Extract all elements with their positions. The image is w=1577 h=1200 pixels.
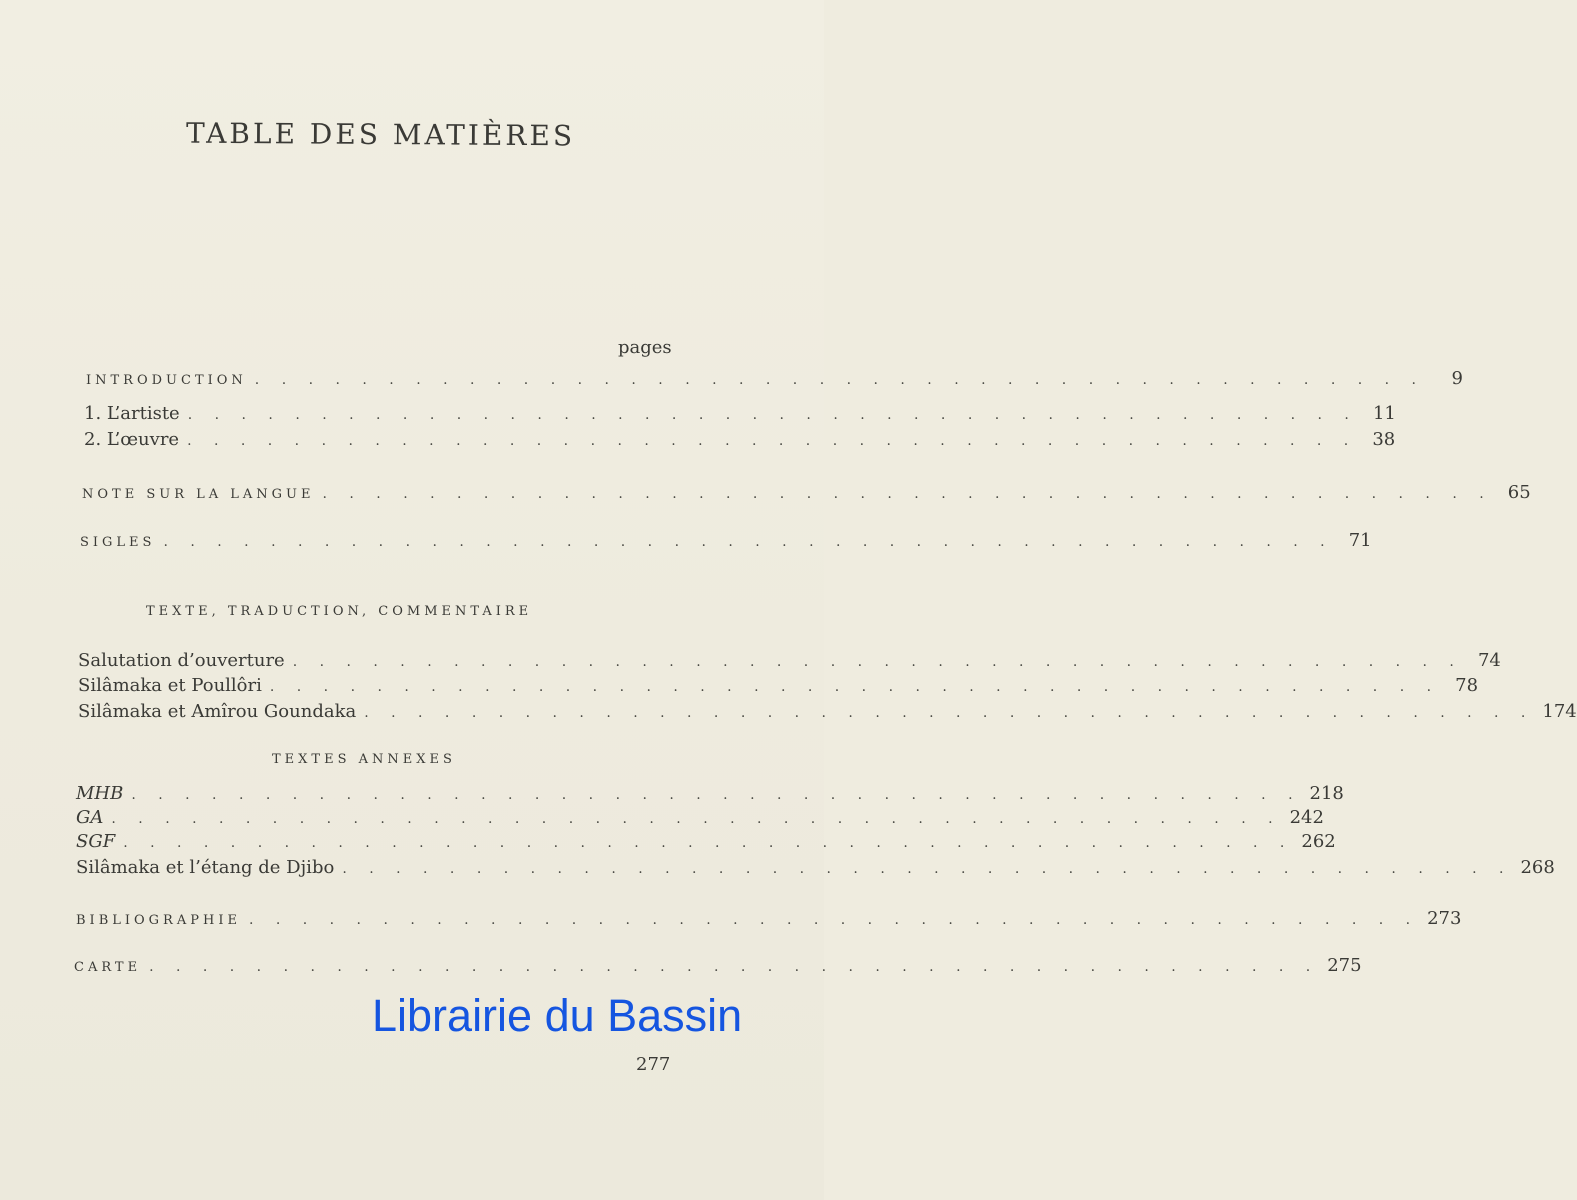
dot-leader: . . . . . . . . . . . . . . . . . . . . . . . . . . . . . . . . . . . . . . . . . . . .	[248, 912, 1420, 928]
toc-entry-page: 78	[1455, 675, 1479, 696]
toc-entry-label: Silâmaka et l’étang de Djibo	[76, 857, 335, 878]
pages-column-label: pages	[618, 337, 672, 358]
toc-entry-introduction	[86, 368, 1463, 389]
toc-entry-carte	[74, 955, 1362, 976]
toc-entry-label: SGF	[76, 831, 116, 852]
dot-leader: . . . . . . . . . . . . . . . . . . . . . . . . . . . . . . . . . . . . . . . . . . . .	[292, 654, 1463, 670]
toc-entry-page: 9	[1451, 368, 1463, 389]
section-heading-annexes: TEXTES ANNEXES	[272, 752, 456, 767]
toc-entry-page: 268	[1520, 857, 1555, 878]
toc-entry-page: 273	[1427, 908, 1462, 929]
dot-leader: . . . . . . . . . . . . . . . . . . . . . . . . . . . . . . . . . . . . . . . . . . . .	[254, 372, 1425, 388]
dot-leader: . . . . . . . . . . . . . . . . . . . . . . . . . . . . . . . . . . . . . . . . . . . .	[322, 486, 1493, 502]
section-heading-texte: TEXTE, TRADUCTION, COMMENTAIRE	[146, 604, 533, 619]
dot-leader: . . . . . . . . . . . . . . . . . . . . . . . . . . . . . . . . . . . . . . . . . . . .	[149, 959, 1320, 975]
toc-entry-poullori	[78, 675, 1479, 696]
toc-entry-ga	[76, 807, 1324, 828]
toc-entry-sgf	[76, 831, 1336, 852]
toc-entry-label: BIBLIOGRAPHIE	[76, 913, 241, 928]
toc-entry-label: Silâmaka et Amîrou Goundaka	[78, 701, 357, 722]
dot-leader: . . . . . . . . . . . . . . . . . . . . . . . . . . . . . . . . . . . . . . . . . . . .	[163, 534, 1334, 550]
watermark-text: Librairie du Bassin	[372, 990, 743, 1041]
toc-entry-label: GA	[76, 807, 104, 828]
toc-entry-label: 1. L’artiste	[84, 403, 180, 424]
page-title: TABLE DES MATIÈRES	[185, 116, 576, 153]
toc-entry-page: 218	[1309, 783, 1344, 804]
toc-entry-bibliographie	[76, 908, 1462, 929]
toc-entry-label: MHB	[76, 783, 124, 804]
page-number: 277	[636, 1054, 671, 1075]
toc-entry-label: 2. L’œuvre	[84, 429, 180, 450]
toc-entry-label: Salutation d’ouverture	[78, 650, 285, 671]
toc-entry-label: NOTE SUR LA LANGUE	[82, 487, 315, 502]
dot-leader: . . . . . . . . . . . . . . . . . . . . . . . . . . . . . . . . . . . . . . . . . . . .	[123, 835, 1294, 851]
dot-leader: . . . . . . . . . . . . . . . . . . . . . . . . . . . . . . . . . . . . . . . . . . . .	[131, 787, 1302, 803]
dot-leader: . . . . . . . . . . . . . . . . . . . . . . . . . . . . . . . . . . . . . . . . . . . .	[342, 861, 1513, 877]
toc-entry-salutation	[78, 650, 1501, 671]
dot-leader: . . . . . . . . . . . . . . . . . . . . . . . . . . . . . . . . . . . . . . . . . . . .	[187, 407, 1358, 423]
toc-entry-djibo	[76, 857, 1555, 878]
toc-entry-page: 65	[1507, 482, 1531, 503]
dot-leader: . . . . . . . . . . . . . . . . . . . . . . . . . . . . . . . . . . . . . . . . . . . .	[111, 811, 1282, 827]
dot-leader: . . . . . . . . . . . . . . . . . . . . . . . . . . . . . . . . . . . . . . . . . . . .	[187, 433, 1358, 449]
toc-entry-label: INTRODUCTION	[86, 373, 247, 388]
toc-entry-label: SIGLES	[80, 535, 156, 550]
toc-entry-oeuvre	[84, 429, 1396, 450]
toc-entry-artiste	[84, 403, 1396, 424]
toc-entry-amirou	[78, 701, 1577, 722]
dot-leader: . . . . . . . . . . . . . . . . . . . . . . . . . . . . . . . . . . . . . . . . . . . .	[364, 705, 1535, 721]
toc-entry-page: 71	[1348, 530, 1372, 551]
toc-entry-page: 74	[1477, 650, 1501, 671]
toc-entry-page: 38	[1372, 429, 1396, 450]
toc-entry-page: 11	[1372, 403, 1396, 424]
toc-entry-note-langue	[82, 482, 1531, 503]
toc-entry-page: 174	[1542, 701, 1577, 722]
toc-entry-label: CARTE	[74, 960, 142, 975]
toc-entry-page: 242	[1289, 807, 1324, 828]
toc-entry-label: Silâmaka et Poullôri	[78, 675, 262, 696]
toc-entry-sigles	[80, 530, 1372, 551]
toc-entry-page: 275	[1327, 955, 1362, 976]
toc-entry-page: 262	[1301, 831, 1336, 852]
dot-leader: . . . . . . . . . . . . . . . . . . . . . . . . . . . . . . . . . . . . . . . . . . . .	[269, 679, 1441, 695]
toc-entry-mhb	[76, 783, 1344, 804]
